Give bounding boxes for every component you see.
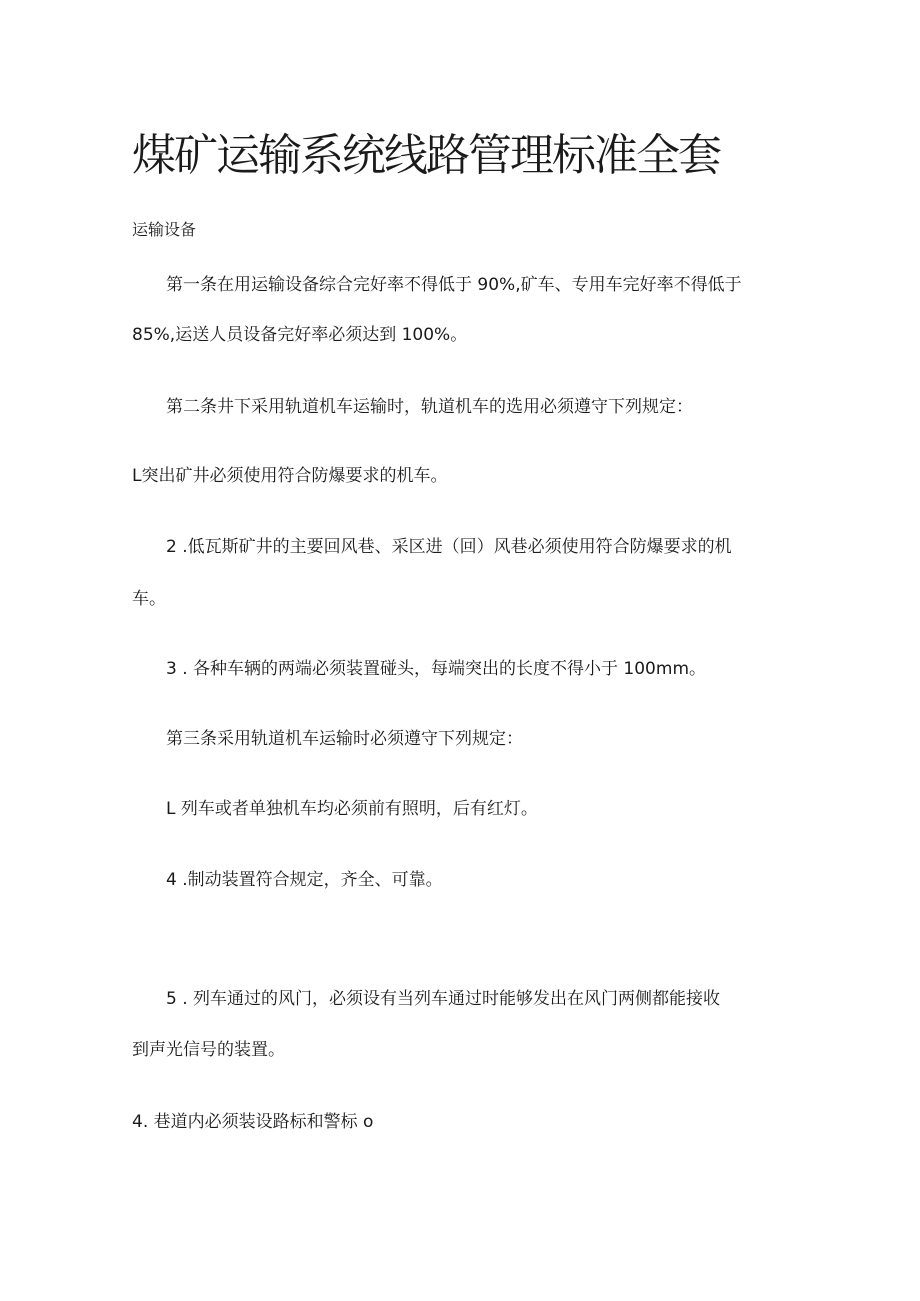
paragraph-line: 4. 巷道内必须装设路标和警标 o bbox=[132, 1112, 374, 1132]
paragraph-line: 车。 bbox=[132, 589, 166, 609]
paragraph-line: 4 .制动装置符合规定，齐全、可靠。 bbox=[166, 870, 443, 890]
paragraph-line: 5 . 列车通过的风门，必须设有当列车通过时能够发出在风门两侧都能接收 bbox=[166, 989, 721, 1009]
section-label: 运输设备 bbox=[132, 220, 197, 239]
paragraph-line: 到声光信号的装置。 bbox=[132, 1040, 285, 1060]
paragraph-line: 2 .低瓦斯矿井的主要回风巷、采区进（回）风巷必须使用符合防爆要求的机 bbox=[166, 537, 732, 557]
document-title: 煤矿运输系统线路管理标准全套 bbox=[132, 130, 720, 181]
paragraph-line: 第三条采用轨道机车运输时必须遵守下列规定： bbox=[166, 729, 523, 749]
paragraph-line: L突出矿井必须使用符合防爆要求的机车。 bbox=[132, 466, 448, 486]
paragraph-line: L 列车或者单独机车均必须前有照明，后有红灯。 bbox=[166, 799, 538, 819]
paragraph-line: 第二条井下采用轨道机车运输时，轨道机车的选用必须遵守下列规定： bbox=[166, 397, 693, 417]
paragraph-line: 第一条在用运输设备综合完好率不得低于 90%,矿车、专用车完好率不得低于 bbox=[166, 275, 742, 295]
paragraph-line: 3 . 各种车辆的两端必须装置碰头，每端突出的长度不得小于 100mm。 bbox=[166, 659, 706, 679]
paragraph-line: 85%,运送人员设备完好率必须达到 100%。 bbox=[132, 325, 468, 345]
